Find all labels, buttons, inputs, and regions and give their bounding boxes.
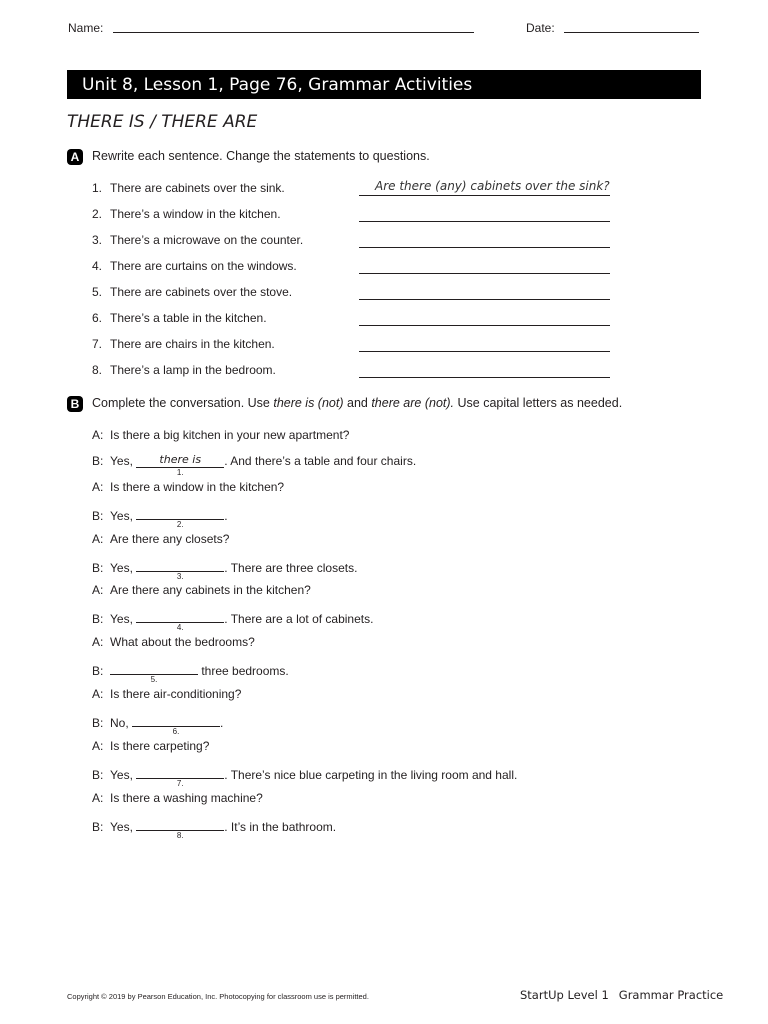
example-answer: Are there (any) cabinets over the sink? <box>375 179 610 193</box>
item-text: There are cabinets over the stove. <box>110 285 293 299</box>
answer-line[interactable] <box>359 195 610 196</box>
speaker-label: B: <box>92 508 104 523</box>
speaker-label: A: <box>92 635 104 650</box>
dialog-line <box>92 506 228 529</box>
dialog-text: . And there’s a table and four chairs. <box>224 453 417 468</box>
answer-blank[interactable] <box>136 817 224 840</box>
item-text: There are chairs in the kitchen. <box>110 337 275 351</box>
blank-number: 2. <box>176 519 184 529</box>
answer-line[interactable] <box>359 221 610 222</box>
dialog-text: . There are three closets. <box>224 560 358 575</box>
speaker-label: B: <box>92 560 104 575</box>
dialog-line <box>92 583 311 597</box>
item-number: 2. <box>92 207 103 221</box>
exercise-item <box>92 363 276 381</box>
item-number: 8. <box>92 363 103 377</box>
unit-banner-title: Unit 8, Lesson 1, Page 76, Grammar Activities <box>82 75 473 95</box>
dialog-text: three bedrooms. <box>198 664 289 679</box>
blank-number: 4. <box>176 623 184 633</box>
speaker-label: B: <box>92 664 104 679</box>
dialog-text: . It’s in the bathroom. <box>224 819 337 834</box>
dialog-text: Is there a window in the kitchen? <box>110 479 285 494</box>
item-text: There’s a window in the kitchen. <box>110 207 281 221</box>
item-number: 4. <box>92 259 103 273</box>
section-b-instruction <box>92 396 622 410</box>
dialog-text: Is there air-conditioning? <box>110 687 242 701</box>
answer-blank[interactable] <box>136 506 224 529</box>
name-field[interactable] <box>113 32 474 33</box>
speaker-label: B: <box>92 715 104 730</box>
speaker-label: A: <box>92 531 104 546</box>
dialog-text: . There’s nice blue carpeting in the living room and hall. <box>224 767 518 782</box>
answer-blank[interactable] <box>132 713 220 736</box>
dialog-text: Yes, <box>110 819 137 834</box>
blank-number: 5. <box>150 675 158 685</box>
copyright-notice: Copyright © 2019 by Pearson Education, Inc. Photocopying for classroom use is permitted. <box>67 992 369 1001</box>
answer-line[interactable] <box>359 377 610 378</box>
dialog-line <box>92 817 337 840</box>
item-number: 7. <box>92 337 103 351</box>
speaker-label: A: <box>92 790 104 805</box>
answer-blank[interactable] <box>110 661 198 685</box>
footer-book-info <box>520 988 733 1002</box>
instr-part: Complete the conversation. Use <box>92 396 274 410</box>
speaker-label: A: <box>92 479 104 494</box>
blank-number: 1. <box>176 467 184 477</box>
exercise-item <box>92 337 275 355</box>
dialog-line <box>92 635 255 649</box>
speaker-label: A: <box>92 738 104 753</box>
answer-line[interactable] <box>359 325 610 326</box>
dialog-text: Yes, <box>110 612 137 627</box>
dialog-line <box>92 687 241 701</box>
exercise-item <box>92 207 281 225</box>
exercise-item <box>92 233 303 251</box>
answer-line[interactable] <box>359 247 610 248</box>
date-field[interactable] <box>564 32 699 33</box>
speaker-label: A: <box>92 687 104 701</box>
blank-answer: there is <box>159 452 202 466</box>
instr-part: Use capital letters as needed. <box>454 396 623 410</box>
name-label: Name: <box>68 21 104 35</box>
exercise-item <box>92 259 297 277</box>
speaker-label: B: <box>92 767 104 782</box>
dialog-line <box>92 428 349 442</box>
dialog-line <box>92 558 358 581</box>
speaker-label: B: <box>92 819 104 834</box>
section-b-badge: B <box>67 396 83 412</box>
item-text: There’s a table in the kitchen. <box>110 311 267 325</box>
page-heading: THERE IS / THERE ARE <box>67 112 258 132</box>
instr-emphasis: there is (not) <box>273 396 344 410</box>
dialog-text: . There are a lot of cabinets. <box>224 612 374 627</box>
dialog-line <box>92 739 209 753</box>
speaker-label: A: <box>92 428 104 442</box>
answer-blank[interactable] <box>136 452 224 477</box>
instr-emphasis: there are (not). <box>371 396 455 410</box>
dialog-text: Are there any closets? <box>110 531 230 546</box>
dialog-line <box>92 609 374 633</box>
blank-number: 3. <box>176 571 184 581</box>
item-number: 6. <box>92 311 103 325</box>
dialog-text: Are there any cabinets in the kitchen? <box>110 583 311 598</box>
dialog-text: Is there a washing machine? <box>110 790 263 805</box>
exercise-item <box>92 311 267 329</box>
dialog-text: Yes, <box>110 560 137 575</box>
dialog-text: Yes, <box>110 508 137 523</box>
dialog-line <box>92 532 229 546</box>
item-text: There are cabinets over the sink. <box>110 181 285 195</box>
footer-level: StartUp Level 1 <box>520 988 609 1002</box>
exercise-item <box>92 285 292 303</box>
answer-blank[interactable] <box>136 609 224 633</box>
answer-blank[interactable] <box>136 765 224 788</box>
dialog-text: . <box>224 508 228 523</box>
item-number: 5. <box>92 285 103 299</box>
answer-line[interactable] <box>359 299 610 300</box>
blank-number: 7. <box>176 778 184 788</box>
dialog-line <box>92 765 518 788</box>
answer-line[interactable] <box>359 273 610 274</box>
dialog-text: What about the bedrooms? <box>110 635 255 650</box>
speaker-label: A: <box>92 583 104 598</box>
item-text: There’s a lamp in the bedroom. <box>110 363 276 377</box>
dialog-line <box>92 480 284 494</box>
dialog-text: Is there a big kitchen in your new apartment? <box>110 428 350 442</box>
answer-line[interactable] <box>359 351 610 352</box>
unit-banner <box>67 70 701 99</box>
item-number: 3. <box>92 233 103 247</box>
exercise-item <box>92 181 285 199</box>
dialog-text: No, <box>110 715 133 730</box>
blank-number: 8. <box>176 830 184 840</box>
dialog-line <box>92 713 224 736</box>
item-text: There are curtains on the windows. <box>110 259 297 273</box>
footer-section: Grammar Practice <box>618 988 724 1002</box>
speaker-label: B: <box>92 612 104 627</box>
dialog-line <box>92 452 417 477</box>
blank-number: 6. <box>172 726 180 736</box>
item-text: There’s a microwave on the counter. <box>110 233 304 247</box>
dialog-line <box>92 661 289 685</box>
item-number: 1. <box>92 181 103 195</box>
speaker-label: B: <box>92 453 104 468</box>
answer-blank[interactable] <box>136 558 224 581</box>
section-a-badge: A <box>67 149 83 165</box>
dialog-text: Yes, <box>110 453 137 468</box>
date-label: Date: <box>526 21 555 35</box>
section-a-instruction: Rewrite each sentence. Change the statements to questions. <box>92 149 430 163</box>
dialog-text: Is there carpeting? <box>110 738 210 753</box>
dialog-text: . <box>220 715 224 730</box>
dialog-text: Yes, <box>110 767 137 782</box>
instr-part: and <box>343 396 372 410</box>
dialog-line <box>92 791 263 805</box>
